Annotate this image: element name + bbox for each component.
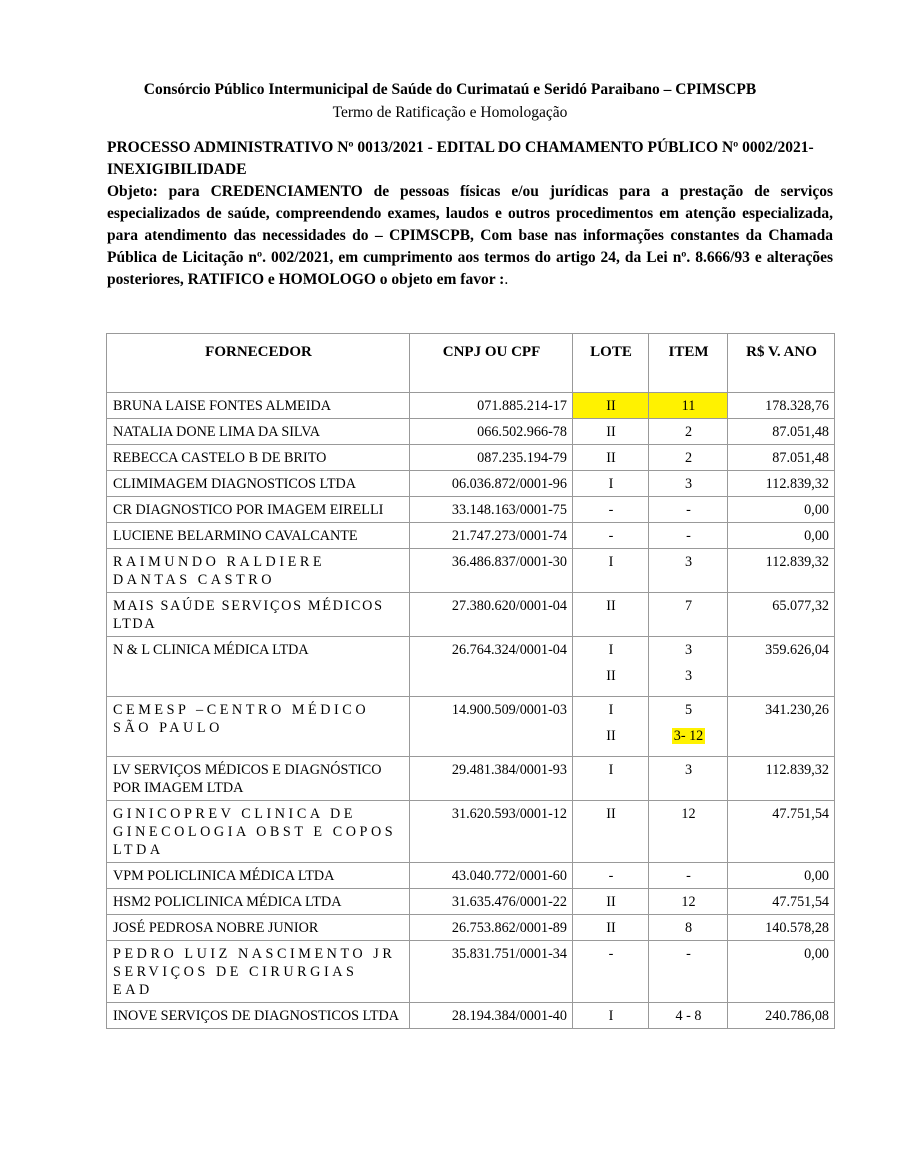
cell-item: 2 (649, 445, 728, 471)
cell-cnpj: 28.194.384/0001-40 (410, 1003, 573, 1029)
cell-fornecedor: N & L CLINICA MÉDICA LTDA (107, 637, 410, 697)
cell-valor: 341.230,26 (728, 697, 835, 757)
table-row (107, 889, 835, 915)
cell-fornecedor: CR DIAGNOSTICO POR IMAGEM EIRELLI (107, 497, 410, 523)
cell-item: 12 (649, 801, 728, 863)
table-row (107, 637, 835, 697)
highlighted-item: 3- 12 (673, 728, 704, 744)
table-header-row (107, 334, 835, 393)
cell-lote: II (573, 445, 649, 471)
cell-fornecedor: JOSÉ PEDROSA NOBRE JUNIOR (107, 915, 410, 941)
cell-cnpj: 29.481.384/0001-93 (410, 757, 573, 801)
cell-fornecedor: NATALIA DONE LIMA DA SILVA (107, 419, 410, 445)
lote-line: I (608, 642, 614, 658)
header-fornecedor: FORNECEDOR (107, 334, 410, 393)
cell-item: 12 (649, 889, 728, 915)
cell-valor: 47.751,54 (728, 801, 835, 863)
cell-lote: II (573, 593, 649, 637)
cell-lote: - (573, 497, 649, 523)
cell-valor: 65.077,32 (728, 593, 835, 637)
lote-line: I (608, 702, 614, 718)
cell-fornecedor: RAIMUNDO RALDIERE DANTAS CASTRO (107, 549, 410, 593)
table-row (107, 697, 835, 757)
cell-item: - (649, 523, 728, 549)
cell-cnpj: 26.764.324/0001-04 (410, 637, 573, 697)
cell-valor: 140.578,28 (728, 915, 835, 941)
cell-cnpj: 43.040.772/0001-60 (410, 863, 573, 889)
cell-fornecedor: REBECCA CASTELO B DE BRITO (107, 445, 410, 471)
cell-fornecedor: INOVE SERVIÇOS DE DIAGNOSTICOS LTDA (107, 1003, 410, 1029)
cell-valor: 0,00 (728, 863, 835, 889)
cell-item: 8 (649, 915, 728, 941)
header-item: ITEM (649, 334, 728, 393)
table-row (107, 915, 835, 941)
cell-item: 2 (649, 419, 728, 445)
lote-line: II (606, 668, 616, 684)
cell-lote: - (573, 863, 649, 889)
header-valor: R$ V. ANO (728, 334, 835, 393)
cell-lote: I (573, 757, 649, 801)
cell-valor: 0,00 (728, 523, 835, 549)
cell-item: 11 (649, 393, 728, 419)
cell-valor: 87.051,48 (728, 419, 835, 445)
cell-item (649, 637, 728, 697)
cell-lote: I (573, 1003, 649, 1029)
cell-lote: II (573, 419, 649, 445)
cell-item: - (649, 863, 728, 889)
cell-cnpj: 06.036.872/0001-96 (410, 471, 573, 497)
cell-valor: 47.751,54 (728, 889, 835, 915)
cell-valor: 0,00 (728, 941, 835, 1003)
item-line: 5 (684, 702, 693, 718)
document-subtitle: Termo de Ratificação e Homologação (332, 104, 568, 121)
suppliers-table (106, 333, 835, 1029)
cell-fornecedor: LUCIENE BELARMINO CAVALCANTE (107, 523, 410, 549)
cell-item: - (649, 497, 728, 523)
cell-item: 4 - 8 (649, 1003, 728, 1029)
cell-lote (573, 637, 649, 697)
cell-cnpj: 071.885.214-17 (410, 393, 573, 419)
cell-valor: 112.839,32 (728, 471, 835, 497)
cell-fornecedor: MAIS SAÚDE SERVIÇOS MÉDICOS LTDA (107, 593, 410, 637)
cell-valor: 359.626,04 (728, 637, 835, 697)
cell-cnpj: 31.635.476/0001-22 (410, 889, 573, 915)
cell-fornecedor: CEMESP –CENTRO MÉDICO SÃO PAULO (107, 697, 410, 757)
table-row (107, 593, 835, 637)
item-line: 3 (684, 642, 693, 658)
objeto-tail: . (504, 271, 509, 288)
cell-cnpj: 35.831.751/0001-34 (410, 941, 573, 1003)
cell-item: - (649, 941, 728, 1003)
table-row (107, 445, 835, 471)
process-title: PROCESSO ADMINISTRATIVO Nº 0013/2021 - EDITAL DO CHAMAMENTO PÚBLICO Nº 0002/2021-INEXIGIBILIDADE (107, 139, 814, 178)
cell-fornecedor: LV SERVIÇOS MÉDICOS E DIAGNÓSTICO POR IMAGEM LTDA (107, 757, 410, 801)
header-cnpj: CNPJ OU CPF (410, 334, 573, 393)
cell-valor: 178.328,76 (728, 393, 835, 419)
cell-valor: 112.839,32 (728, 757, 835, 801)
cell-fornecedor: PEDRO LUIZ NASCIMENTO JR SERVIÇOS DE CIRURGIAS EAD (107, 941, 410, 1003)
cell-valor: 240.786,08 (728, 1003, 835, 1029)
cell-lote: II (573, 801, 649, 863)
cell-fornecedor: HSM2 POLICLINICA MÉDICA LTDA (107, 889, 410, 915)
cell-cnpj: 21.747.273/0001-74 (410, 523, 573, 549)
cell-valor: 0,00 (728, 497, 835, 523)
cell-lote: II (573, 915, 649, 941)
cell-lote: - (573, 941, 649, 1003)
lote-line: II (606, 728, 616, 744)
cell-fornecedor: GINICOPREV CLINICA DE GINECOLOGIA OBST E COPOS LTDA (107, 801, 410, 863)
cell-lote (573, 697, 649, 757)
table-row (107, 393, 835, 419)
cell-item: 3 (649, 757, 728, 801)
table-row (107, 757, 835, 801)
cell-lote: II (573, 393, 649, 419)
cell-fornecedor: VPM POLICLINICA MÉDICA LTDA (107, 863, 410, 889)
cell-valor: 112.839,32 (728, 549, 835, 593)
organization-name: Consórcio Público Intermunicipal de Saúde do Curimataú e Seridó Paraibano – CPIMSCPB (143, 81, 757, 98)
cell-cnpj: 31.620.593/0001-12 (410, 801, 573, 863)
objeto-text: Objeto: para CREDENCIAMENTO de pessoas físicas e/ou jurídicas para a prestação de serviços especializados de saúde, compreendendo exames, laudos e outros procedimentos em atenção especializada, para atendimento das necessidades do – CPIMSCPB, Com base nas informações constantes da Chamada Pública de Licitação nº. 002/2021, em cumprimento aos termos do artigo 24, da Lei nº. 8.666/93 e alterações posteriores, RATIFICO e HOMOLOGO o objeto em favor : (107, 183, 833, 288)
table-row (107, 801, 835, 863)
cell-cnpj: 36.486.837/0001-30 (410, 549, 573, 593)
table-row (107, 941, 835, 1003)
cell-cnpj: 33.148.163/0001-75 (410, 497, 573, 523)
cell-valor: 87.051,48 (728, 445, 835, 471)
item-line: 3 (684, 668, 693, 684)
objeto-paragraph (107, 181, 833, 291)
cell-item: 3 (649, 471, 728, 497)
table-row (107, 1003, 835, 1029)
table-row (107, 471, 835, 497)
cell-fornecedor: CLIMIMAGEM DIAGNOSTICOS LTDA (107, 471, 410, 497)
table-row (107, 863, 835, 889)
cell-lote: - (573, 523, 649, 549)
cell-fornecedor: BRUNA LAISE FONTES ALMEIDA (107, 393, 410, 419)
cell-item (649, 697, 728, 757)
table-row (107, 523, 835, 549)
cell-lote: I (573, 471, 649, 497)
cell-lote: I (573, 549, 649, 593)
cell-cnpj: 087.235.194-79 (410, 445, 573, 471)
cell-lote: II (573, 889, 649, 915)
table-row (107, 549, 835, 593)
cell-cnpj: 27.380.620/0001-04 (410, 593, 573, 637)
header-lote: LOTE (573, 334, 649, 393)
cell-cnpj: 26.753.862/0001-89 (410, 915, 573, 941)
table-row (107, 419, 835, 445)
cell-item: 7 (649, 593, 728, 637)
cell-item: 3 (649, 549, 728, 593)
cell-cnpj: 14.900.509/0001-03 (410, 697, 573, 757)
item-line (655, 727, 722, 753)
cell-cnpj: 066.502.966-78 (410, 419, 573, 445)
table-row (107, 497, 835, 523)
